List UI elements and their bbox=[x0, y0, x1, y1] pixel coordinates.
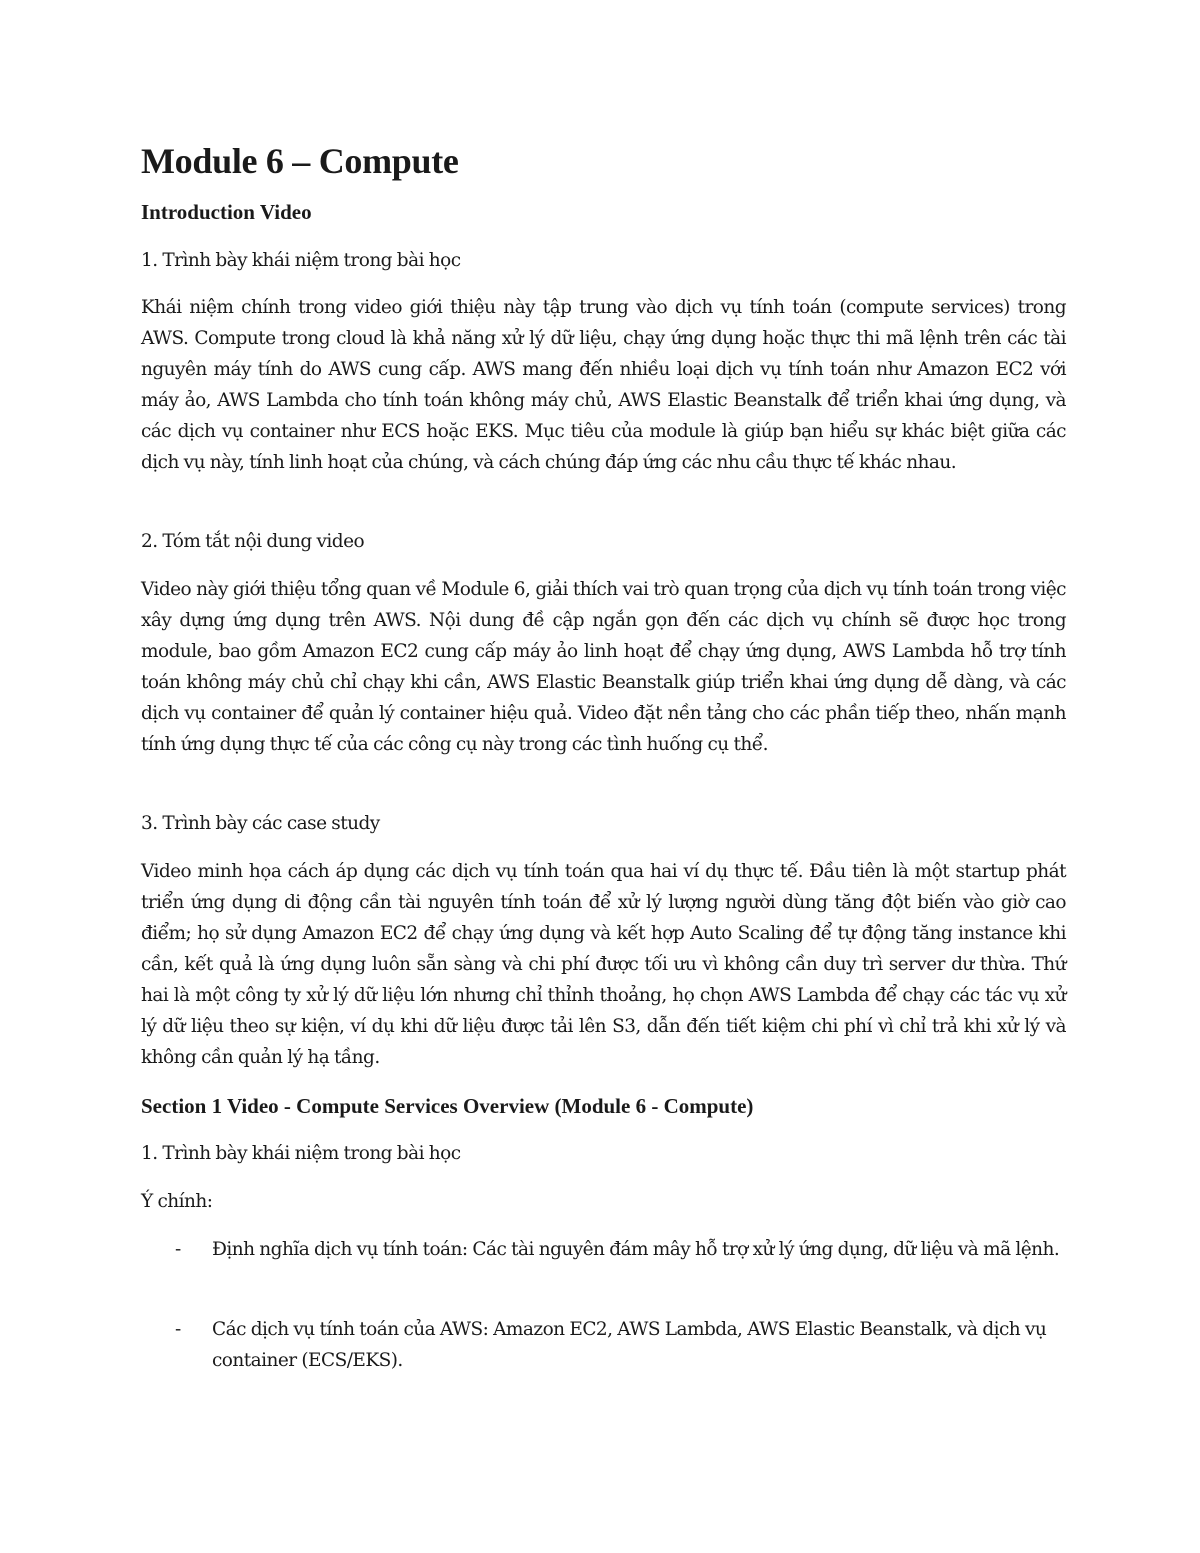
intro-paragraph-2: Video này giới thiệu tổng quan về Module 6, giải thích vai trò quan trọng của dịch vụ tính toán trong việc xây dựng ứng dụng trên AWS. Nội dung đề cập ngắn gọn đến các dịch vụ chính sẽ được học trong module, bao gồm Amazon EC2 cung cấp máy ảo linh hoạt để chạy ứng dụng, AWS Lambda hỗ trợ tính toán không máy chủ chỉ chạy khi cần, AWS Elastic Beanstalk giúp triển khai ứng dụng dễ dàng, và các dịch vụ container để quản lý container hiệu quả. Video đặt nền tảng cho các phần tiếp theo, nhấn mạnh tính ứng dụng thực tế của các công cụ này trong các tình huống cụ thể. bbox=[141, 579, 1066, 755]
list-item-text: Định nghĩa dịch vụ tính toán: Các tài nguyên đám mây hỗ trợ xử lý ứng dụng, dữ liệu và mã lệnh. bbox=[212, 1239, 1060, 1260]
intro-paragraph-1: Khái niệm chính trong video giới thiệu này tập trung vào dịch vụ tính toán (compute services) trong AWS. Compute trong cloud là khả năng xử lý dữ liệu, chạy ứng dụng hoặc thực thi mã lệnh trên các tài nguyên máy tính do AWS cung cấp. AWS mang đến nhiều loại dịch vụ tính toán như Amazon EC2 với máy ảo, AWS Lambda cho tính toán không máy chủ, AWS Elastic Beanstalk để triển khai ứng dụng, và các dịch vụ container như ECS hoặc EKS. Mục tiêu của module là giúp bạn hiểu sự khác biệt giữa các dịch vụ này, tính linh hoạt của chúng, và cách chúng đáp ứng các nhu cầu thực tế khác nhau. bbox=[141, 297, 1066, 473]
intro-question-2: 2. Tóm tắt nội dung video bbox=[141, 531, 365, 552]
section1-question-1: 1. Trình bày khái niệm trong bài học bbox=[141, 1143, 461, 1164]
bullet-dash: - bbox=[175, 1319, 181, 1340]
bullet-dash: - bbox=[175, 1239, 181, 1260]
section1-heading: Section 1 Video - Compute Services Overview (Module 6 - Compute) bbox=[141, 1094, 754, 1118]
intro-heading: Introduction Video bbox=[141, 200, 312, 224]
main-points-label: Ý chính: bbox=[141, 1191, 213, 1212]
page-title: Module 6 – Compute bbox=[141, 141, 459, 181]
intro-question-3: 3. Trình bày các case study bbox=[141, 813, 380, 834]
intro-question-1: 1. Trình bày khái niệm trong bài học bbox=[141, 250, 461, 271]
intro-paragraph-3: Video minh họa cách áp dụng các dịch vụ tính toán qua hai ví dụ thực tế. Đầu tiên là một startup phát triển ứng dụng di động cần tài nguyên tính toán để xử lý lượng người dùng tăng đột biến vào giờ cao điểm; họ sử dụng Amazon EC2 để chạy ứng dụng và kết hợp Auto Scaling để tự động tăng instance khi cần, kết quả là ứng dụng luôn sẵn sàng và chi phí được tối ưu vì không cần duy trì server dư thừa. Thứ hai là một công ty xử lý dữ liệu lớn nhưng chỉ thỉnh thoảng, họ chọn AWS Lambda để chạy các tác vụ xử lý dữ liệu theo sự kiện, ví dụ khi dữ liệu được tải lên S3, dẫn đến tiết kiệm chi phí vì chỉ trả khi xử lý và không cần quản lý hạ tầng. bbox=[141, 861, 1066, 1068]
list-item-text: Các dịch vụ tính toán của AWS: Amazon EC2, AWS Lambda, AWS Elastic Beanstalk, và dịch vụ container (ECS/EKS). bbox=[212, 1319, 1047, 1371]
main-points-list bbox=[141, 1234, 1066, 1394]
